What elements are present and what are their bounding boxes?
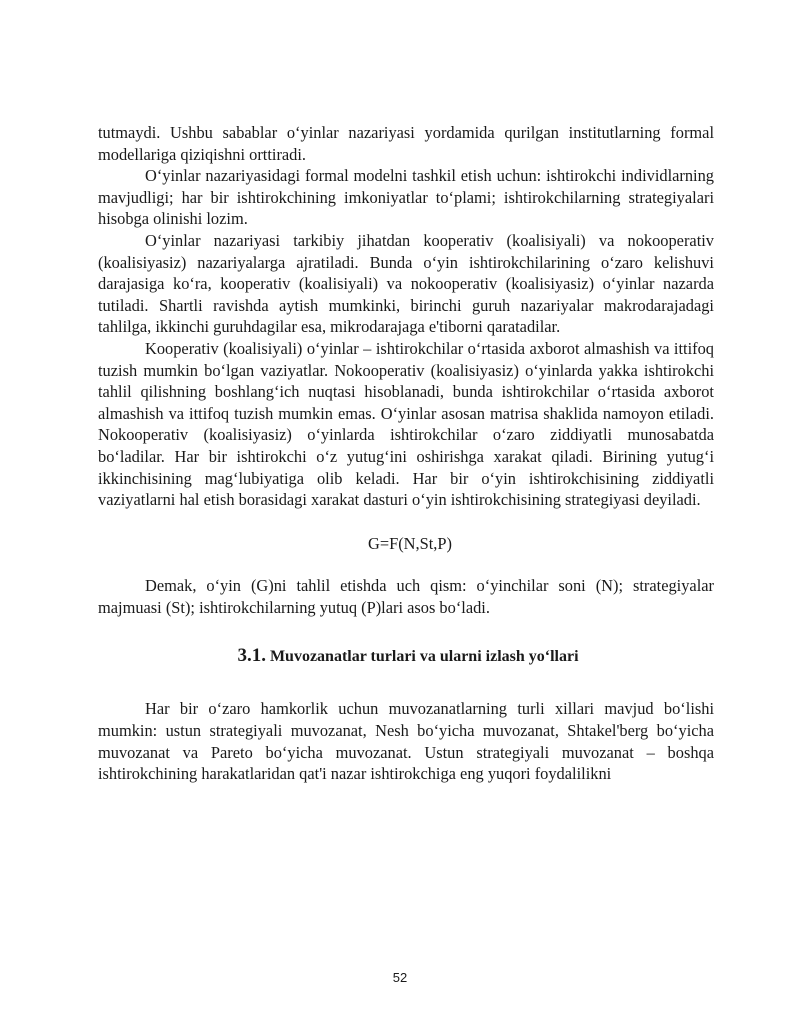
paragraph-game-analysis: Demak, o‘yin (G)ni tahlil etishda uch qism: o‘yinchilar soni (N); strategiyalar majmuasi (St); ishtirokchilarning yutuq (P)lari asos bo‘ladi. xyxy=(98,576,714,617)
section-heading xyxy=(98,645,714,668)
section-title: Muvozanatlar turlari va ularni izlash yo‘llari xyxy=(269,648,579,666)
page-number: 52 xyxy=(392,970,408,985)
section-number: 3.1. xyxy=(237,645,266,667)
paragraph-game-theory-types: O‘yinlar nazariyasi tarkibiy jihatdan kooperativ (koalisiyali) va nokooperativ (koalisiyasiz) nazariyalarga ajratiladi. Bunda o‘yin ishtirokchilarining o‘zaro kelishuvi darajasiga ko‘ra, kooperativ (koalisiyali) va nokooperativ (koalisiyasiz) o‘yinlar nazarda tutiladi. Shartli ravishda aytish mumkinki, birinchi guruh nazariyalar makrodarajadagi tahlilga, ikkinchi guruhdagilar esa, mikrodarajaga e'tiborni qaratadilar. xyxy=(98,230,714,337)
paragraph-cooperative-games: Kooperativ (koalisiyali) o‘yinlar – ishtirokchilar o‘rtasida axborot almashish va ittifoq tuzish mumkin bo‘lgan vaziyatlar. Nokooperativ (koalisiyasiz) o‘yinlarda yakka ishtirokchi tahlil qilishning boshlang‘ich nuqtasi hisoblanadi, bunda ishtirokchilar o‘rtasida axborot almashish va ittifoq tuzish mumkin emas. O‘yinlar asosan matrisa shaklida namoyon etiladi. Nokooperativ (koalisiyasiz) o‘yinlarda ishtirokchilar o‘zaro ziddiyatli munosabatda bo‘ladilar. Har bir ishtirokchi o‘z yutug‘ini oshirishga xarakat qiladi. Birining yutug‘i ikkinchisining mag‘lubiyatiga olib keladi. Har bir o‘yin ishtirokchisining ziddiyatli vaziyatlarni hal etish borasidagi xarakat dasturi o‘yin ishtirokchisining strategiyasi deyiladi. xyxy=(98,338,714,510)
formula: G=F(N,St,P) xyxy=(368,533,452,553)
paragraph-formal-model: O‘yinlar nazariyasidagi formal modelni tashkil etish uchun: ishtirokchi individlarning mavjudligi; har bir ishtirokchining imkoniyatlar to‘plami; ishtirokchilarning strategiyalari hisobga olinishi lozim. xyxy=(98,166,714,229)
paragraph-equilibrium-types: Har bir o‘zaro hamkorlik uchun muvozanatlarning turli xillari mavjud bo‘lishi mumkin: ustun strategiyali muvozanat, Nesh bo‘yicha muvozanat, Shtakel'berg bo‘yicha muvozanat va Pareto bo‘yicha muvozanat. Ustun strategiyali muvozanat – boshqa ishtirokchining harakatlaridan qat'i nazar ishtirokchiga eng yuqori foydalilikni xyxy=(98,699,714,784)
paragraph-continuation: tutmaydi. Ushbu sabablar o‘yinlar nazariyasi yordamida qurilgan institutlarning formal modellariga qiziqishni orttiradi. xyxy=(98,123,714,164)
page-body xyxy=(98,122,714,785)
